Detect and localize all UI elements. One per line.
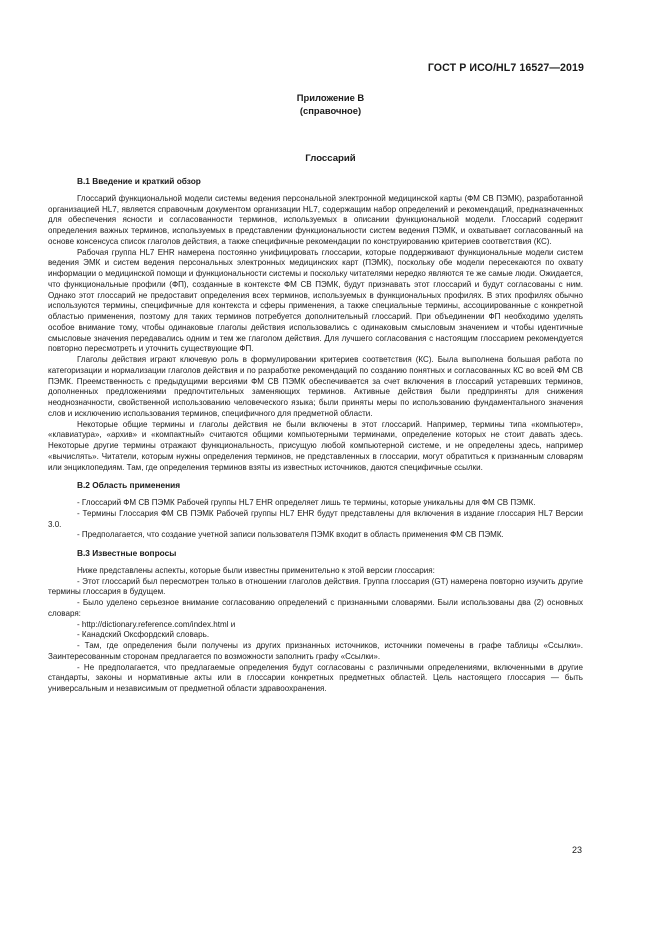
paragraph: Глоссарий функциональной модели системы ведения персональной электронной медицинской карты (ФМ СВ ПЭМК), разработанной организацией HL7, является справочным документом организации HL7, содержащим набор определений и рекомендаций, предназначенных для обеспечения ясности и согласованности терминов, используемых в описании функциональной модели. Глоссарий содержит определения важных терминов, используемых в представлении функциональности систем ведения ПЭМК, и охватывает согласованный на основе консенсуса список глаголов действия, а также специфичные рекомендации по конструированию критериев соответствия (КС). [48, 193, 583, 246]
paragraph: - Там, где определения были получены из других признанных источников, источники помечены в графе таблицы «Ссылки». Заинтересованным сторонам предлагается по возможности заполнить графу «Ссылки». [48, 641, 583, 661]
paragraph: Ниже представлены аспекты, которые были известны применительно к этой версии глоссария: [77, 565, 435, 575]
paragraph: Некоторые общие термины и глаголы действия не были включены в этот глоссарий. Например, термины типа «компьютер», «клавиатура», «архив» и «компактный» считаются общими компьютерными терминами, определение которых не стоит давать здесь. Некоторые другие термины отражают функциональность, присущую любой компьютерной системе, и не определены здесь, например «вычислять». Читатели, которым нужны определения терминов, не представленных в глоссарии, могут обратиться к признанным словарям или энциклопедиям. Там, где определения терминов взяты из известных источников, даются специфичные ссылки. [48, 419, 583, 472]
paragraph: Глаголы действия играют ключевую роль в формулировании критериев соответствия (КС). Была выполнена большая работа по категоризации и нормализации глаголов действия и по разработке рекомендаций по созданию понятных и согласованных КС во всей ФМ СВ ПЭМК. Преемственность с предыдущими версиями ФМ СВ ПЭМК обеспечивается за счет включения в глоссарий устаревших терминов, дополненных предложениями предпочтительных заменяющих терминов. Активные действия были предприняты для снижения неоднозначности, свойственной использованию человеческого языка; были приняты меры по использованию фундаментального значения слов и исключению использования терминов, специфичного для предметной области. [48, 355, 583, 418]
page-number: 23 [571, 845, 582, 855]
paragraph: - Термины Глоссария ФМ СВ ПЭМК Рабочей группы HL7 EHR будут представлены для включения в издание глоссария HL7 Версии 3.0. [48, 508, 583, 529]
standard-header: ГОСТ Р ИСО/HL7 16527—2019 [427, 62, 584, 74]
paragraph: - Не предполагается, что предлагаемые определения будут согласованы с различными определениями, включенными в другие стандарты, законы и нормативные акты или в глоссарии конкретных предметных областей. Цель настоящего глоссария — быть универсальным и независимым от предметной области здравоохранения. [48, 662, 583, 693]
section-heading-b1: В.1 Введение и краткий обзор [77, 176, 201, 186]
paragraph: - Предполагается, что создание учетной записи пользователя ПЭМК входит в область применения ФМ СВ ПЭМК. [77, 530, 504, 540]
paragraph: - Было уделено серьезное внимание согласованию определений с признанными словарями. Были использованы два (2) основных словаря: [48, 598, 583, 618]
paragraph: - http://dictionary.reference.com/index.html и [77, 619, 236, 629]
appendix-title: Приложение В [296, 92, 365, 103]
appendix-heading [0, 92, 661, 117]
section-heading-b2: В.2 Область применения [77, 480, 181, 491]
paragraph: Рабочая группа HL7 EHR намерена постоянно унифицировать глоссарии, которые поддерживают функциональные модели систем ведения ЭМК и систем ведения персональных электронных медицинских карт (ПЭМК), поскольку обе модели пересекаются по охвату информации о медицинской помощи и функциональности системы и поскольку читателями нередко являются те же самые люди. Ожидается, что функциональные профили (ФП), созданные в контексте ФМ СВ ПЭМК, будут признавать этот глоссарий и будут согласованы с ним. Однако этот глоссарий не предоставит определения всех терминов, используемых в функциональных профилях. В этих профилях обычно используются термины, специфичные для контекста и сферы применения, а также специальные термины, ассоциированные с конкретной областью применения, поэтому для таких терминов потребуется дополнительный глоссарий. При объединении ФП необходимо уделять особое внимание тому, чтобы одинаковые глаголы действия использовались с одинаковым смысловым значением и чтобы идентичные смысловые значения передавались одним и тем же глаголом действия. Для лучшего согласования с настоящим глоссарием рекомендуется повторно пересмотреть и уточнить существующие ФП. [48, 247, 583, 354]
paragraph: - Канадский Оксфордский словарь. [77, 630, 210, 640]
glossary-title: Глоссарий [305, 153, 356, 164]
paragraph: - Глоссарий ФМ СВ ПЭМК Рабочей группы HL7 EHR определяет лишь те термины, которые уникальны для ФМ СВ ПЭМК. [77, 498, 536, 507]
section-heading-b3: В.3 Известные вопросы [77, 548, 177, 558]
paragraph: - Этот глоссарий был пересмотрен только в отношении глаголов действия. Группа глоссария (GT) намерена повторно изучить другие термины глоссария в будущем. [48, 576, 583, 597]
document-body [48, 176, 583, 695]
appendix-subtitle: (справочное) [299, 104, 362, 116]
